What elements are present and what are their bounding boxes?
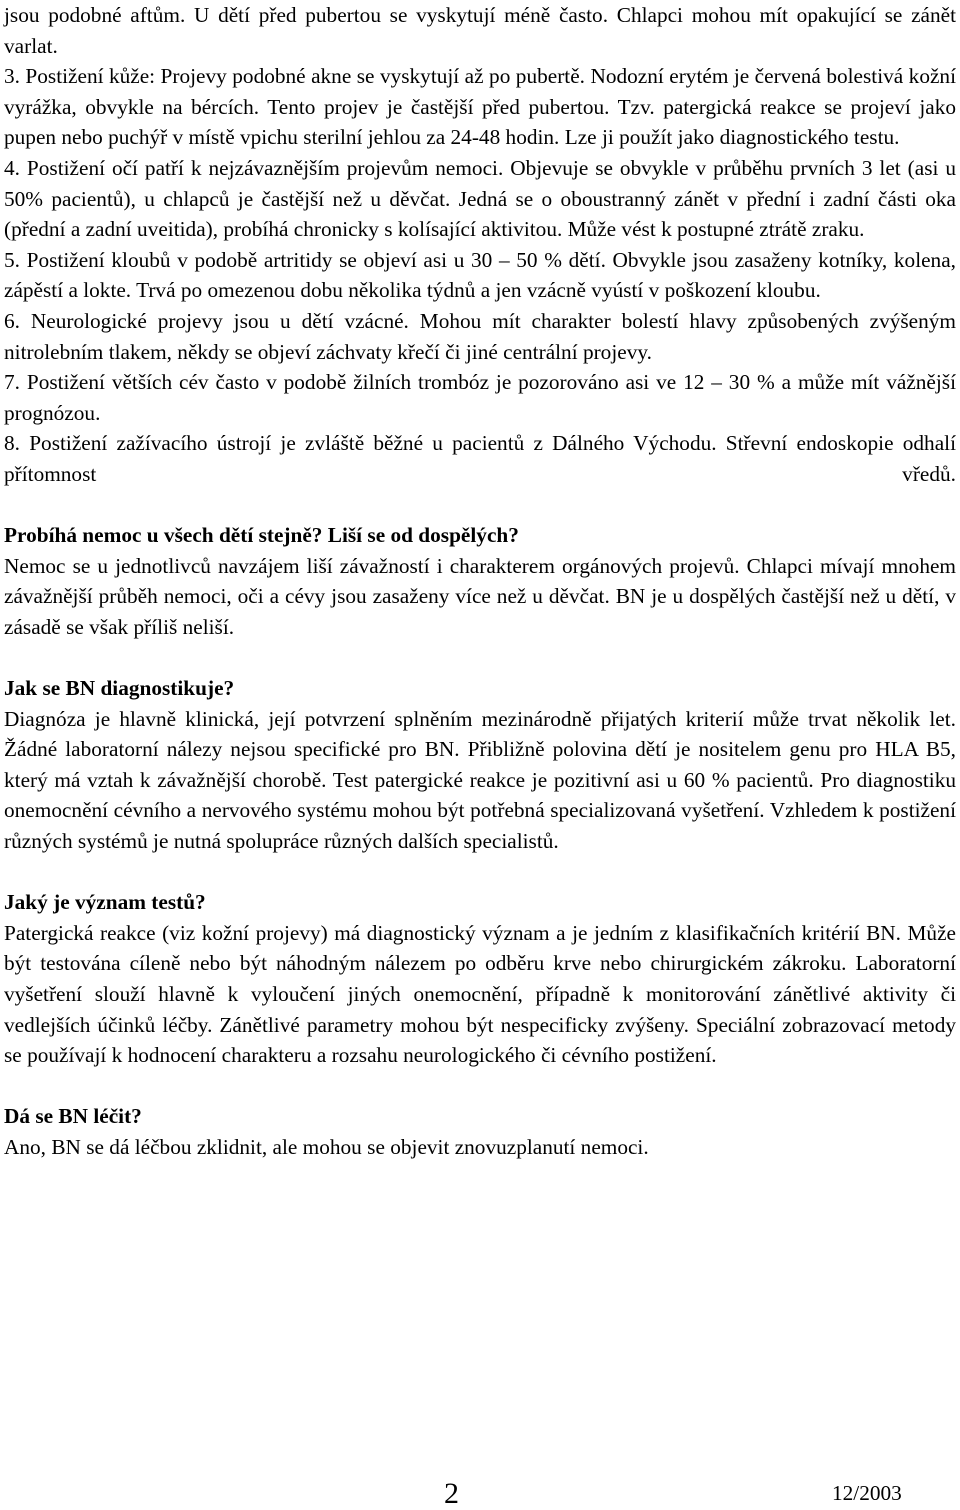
section-text-tests: Patergická reakce (viz kožní projevy) má diagnostický význam a je jedním z klasifikačních kritérií BN. Může být testována cíleně nebo být náhodným nálezem po odběru krve nebo chirurgickém zákroku. Laboratorní vyšetření slouží hlavně k vyloučení jiných onemocnění, případně k monitorování zánětlivé aktivity či vedlejších účinků léčby. Zánětlivé parametry mohou být nespecificky zvýšeny. Speciální zobrazovací metody se používají k hodnocení charakteru a rozsahu neurologického či cévního postižení. <box>4 920 956 1068</box>
spacer <box>4 642 956 673</box>
paragraph-skin-manifestations: 3. Postižení kůže: Projevy podobné akne se vyskytují až po pubertě. Nodozní erytém je červená bolestivá kožní vyrážka, obvykle na bércích. Tento projev je častější před pubertou. Tzv. patergická reakce se projeví jako pupen nebo puchýř v místě vpichu sterilní jehlou za 24-48 hodin. Lze ji použít jako diagnostického testu. <box>4 64 956 150</box>
footer-date: 12/2003 <box>832 1481 902 1505</box>
spacer <box>4 490 956 521</box>
section-heading-diagnosis: Jak se BN diagnostikuje? <box>4 676 235 701</box>
document-body <box>4 0 956 1163</box>
section-text-treatment: Ano, BN se dá léčbou zklidnit, ale mohou se objevit znovuzplanutí nemoci. <box>4 1134 649 1159</box>
section-heading-treatment: Dá se BN léčit? <box>4 1104 142 1129</box>
spacer <box>4 857 956 888</box>
section-heading-tests: Jaký je význam testů? <box>4 890 206 915</box>
section-heading-course: Probíhá nemoc u všech dětí stejně? Liší se od dospělých? <box>4 523 519 548</box>
paragraph-eye-manifestations: 4. Postižení očí patří k nejzávaznějším projevům nemoci. Objevuje se obvykle v průběhu prvních 3 let (asi u 50% pacientů), u chlapců je častější než u děvčat. Jedná se o oboustranný zánět v přední i zadní části oka (přední a zadní uveitida), probíhá chronicky s kolísající aktivitou. Může vést k postupné ztrátě zraku. <box>4 155 956 242</box>
spacer <box>4 1071 956 1102</box>
paragraph-digestive-manifestations: 8. Postižení zažívacího ústrojí je zvláště běžné u pacientů z Dálného Východu. Střevní endoskopie odhalí přítomnost vředů. <box>4 431 956 486</box>
paragraph-vascular-manifestations: 7. Postižení větších cév často v podobě žilních trombóz je pozorováno asi ve 12 – 30 % a může mít vážnější prognózou. <box>4 370 956 425</box>
paragraph-neurological-manifestations: 6. Neurologické projevy jsou u dětí vzácné. Mohou mít charakter bolestí hlavy způsobených zvýšeným nitrolebním tlakem, někdy se objeví záchvaty křečí či jiné centrální projevy. <box>4 308 956 364</box>
page-number: 2 <box>444 1477 459 1510</box>
paragraph-intro: jsou podobné aftům. U dětí před pubertou se vyskytují méně často. Chlapci mohou mít opakující se zánět varlat. <box>4 3 956 58</box>
section-text-diagnosis: Diagnóza je hlavně klinická, její potvrzení splněním mezinárodně přijatých kriterií může trvat několik let. Žádné laboratorní nálezy nejsou specifické pro BN. Přibližně polovina dětí je nositelem genu pro HLA B5, který má vztah k závažnější chorobě. Test patergické reakce je pozitivní asi u 60 % pacientů. Pro diagnostiku onemocnění cévního a nervového systému mohou být potřebná specializovaná vyšetření. Vzhledem k postižení různých systémů je nutná spolupráce různých dalších specialistů. <box>4 706 956 854</box>
paragraph-joint-manifestations: 5. Postižení kloubů v podobě artritidy se objeví asi u 30 – 50 % dětí. Obvykle jsou zasaženy kotníky, kolena, zápěstí a lokte. Trvá po omezenou dobu několika týdnů a jen vzácně vyústí v poškození kloubu. <box>4 247 956 303</box>
section-text-course: Nemoc se u jednotlivců navzájem liší závažností i charakterem orgánových projevů. Chlapci mívají mnohem závažnější průběh nemoci, oči a cévy jsou zasaženy více než u děvčat. BN je u dospělých častější než u dětí, v zásadě se však příliš neliší. <box>4 553 956 639</box>
